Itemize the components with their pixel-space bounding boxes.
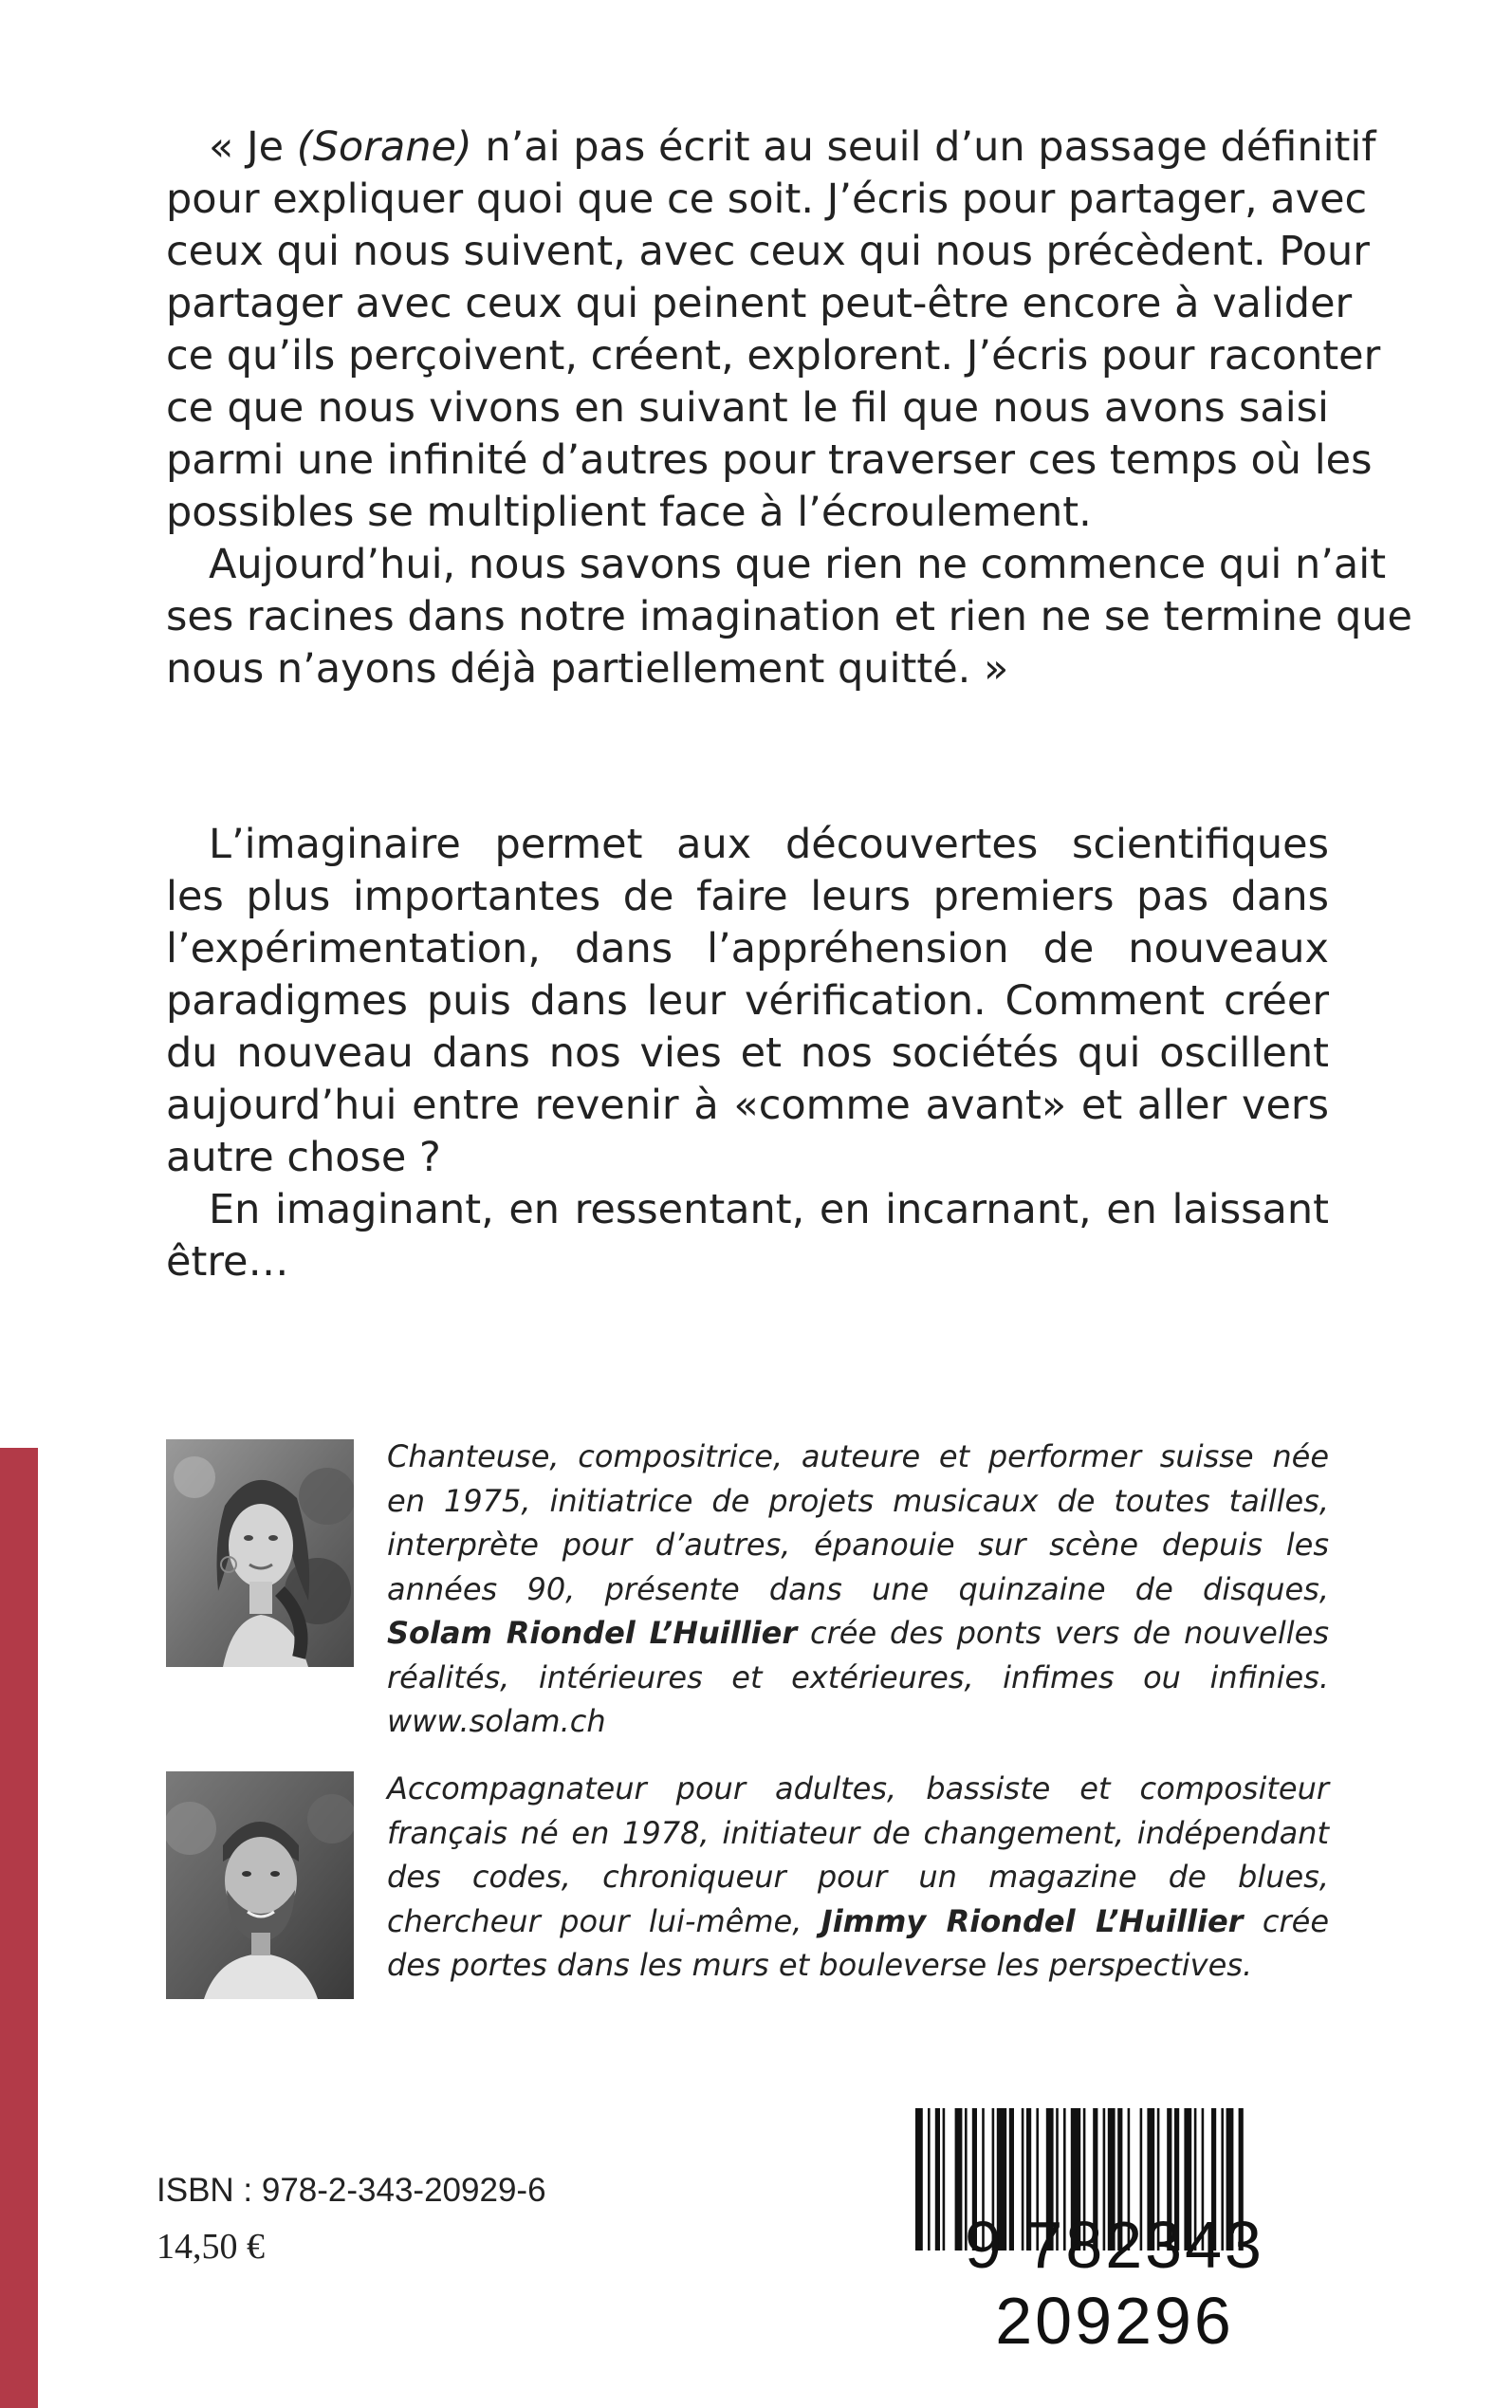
website-link[interactable]: www.solam.ch <box>387 1703 606 1739</box>
body-line: du nouveau dans nos vies et nos sociétés qui oscillent <box>166 1029 1329 1077</box>
bio-solam <box>387 1435 1329 1744</box>
bio-line: Chanteuse, compositrice, auteure et performer suisse née <box>387 1438 1329 1474</box>
quote-paragraph-1 <box>166 121 1381 539</box>
quote-line: ses racines dans notre imagination et rien ne se termine que <box>166 593 1412 640</box>
body-line: L’imaginaire permet aux découvertes scientifiques <box>209 821 1329 868</box>
author-name-solam: Solam Riondel L’Huillier <box>387 1615 798 1651</box>
bio-line: réalités, intérieures et extérieures, infimes ou infinies. <box>387 1658 1329 1695</box>
accent-bar <box>0 1448 38 2408</box>
quote-line: ce qu’ils perçoivent, créent, explorent. J’écris pour raconter <box>166 332 1381 380</box>
author-photo-solam <box>166 1439 354 1667</box>
quote-paragraph-2 <box>166 539 1412 695</box>
author-photo-jimmy <box>166 1771 354 1999</box>
body-line: les plus importantes de faire leurs premiers pas dans <box>166 873 1329 920</box>
bio-line: chercheur pour lui-même, Jimmy Riondel L’Huillier crée <box>387 1902 1330 1939</box>
body-line: autre chose ? <box>166 1134 441 1181</box>
body-line: l’expérimentation, dans l’appréhension de nouveaux <box>166 925 1329 972</box>
body-line: être… <box>166 1238 289 1286</box>
bio-line: français né en 1978, initiateur de changement, indépendant <box>387 1814 1329 1851</box>
bio-jimmy <box>387 1767 1329 1988</box>
body-line: paradigmes puis dans leur vérification. Comment créer <box>166 977 1329 1025</box>
body-paragraph-2 <box>166 1184 1329 1288</box>
body-paragraph-1 <box>166 819 1329 1184</box>
quote-line: possibles se multiplient face à l’écroulement. <box>166 489 1092 536</box>
quote-line: Aujourd’hui, nous savons que rien ne commence qui n’ait <box>209 541 1387 588</box>
body-line: En imaginant, en ressentant, en incarnant, en laissant <box>209 1186 1329 1233</box>
bio-line: Solam Riondel L’Huillier crée des ponts vers de nouvelles <box>387 1615 1330 1651</box>
bio-line: années 90, présente dans une quinzaine de disques, <box>387 1570 1329 1607</box>
quote-line: « Je (Sorane) n’ai pas écrit au seuil d’un passage définitif <box>209 123 1376 171</box>
quote-line: ce que nous vivons en suivant le fil que nous avons saisi <box>166 384 1329 432</box>
quote-line: ceux qui nous suivent, avec ceux qui nous précèdent. Pour <box>166 228 1370 275</box>
speaker-name: (Sorane) <box>296 123 472 171</box>
bio-line: des portes dans les murs et bouleverse les perspectives. <box>387 1947 1253 1983</box>
quote-line: nous n’ayons déjà partiellement quitté. » <box>166 645 1009 693</box>
quote-line: parmi une infinité d’autres pour traverser ces temps où les <box>166 436 1373 484</box>
bio-line: Accompagnateur pour adultes, bassiste et compositeur <box>387 1770 1329 1806</box>
bio-line: en 1975, initiatrice de projets musicaux de toutes tailles, <box>387 1482 1329 1519</box>
quote-line: pour expliquer quoi que ce soit. J’écris pour partager, avec <box>166 176 1368 223</box>
bio-line: interprète pour d’autres, épanouie sur scène depuis les <box>387 1527 1329 1563</box>
author-name-jimmy: Jimmy Riondel L’Huillier <box>821 1902 1244 1939</box>
body-line: aujourd’hui entre revenir à «comme avant» et aller vers <box>166 1082 1329 1129</box>
bio-line: des codes, chroniqueur pour un magazine de blues, <box>387 1859 1329 1895</box>
price: 14,50 € <box>157 2227 265 2267</box>
quote-line: partager avec ceux qui peinent peut-être encore à valider <box>166 280 1353 327</box>
barcode-digits: 9 782343 209296 <box>965 2208 1264 2358</box>
isbn: ISBN : 978-2-343-20929-6 <box>157 2172 546 2209</box>
